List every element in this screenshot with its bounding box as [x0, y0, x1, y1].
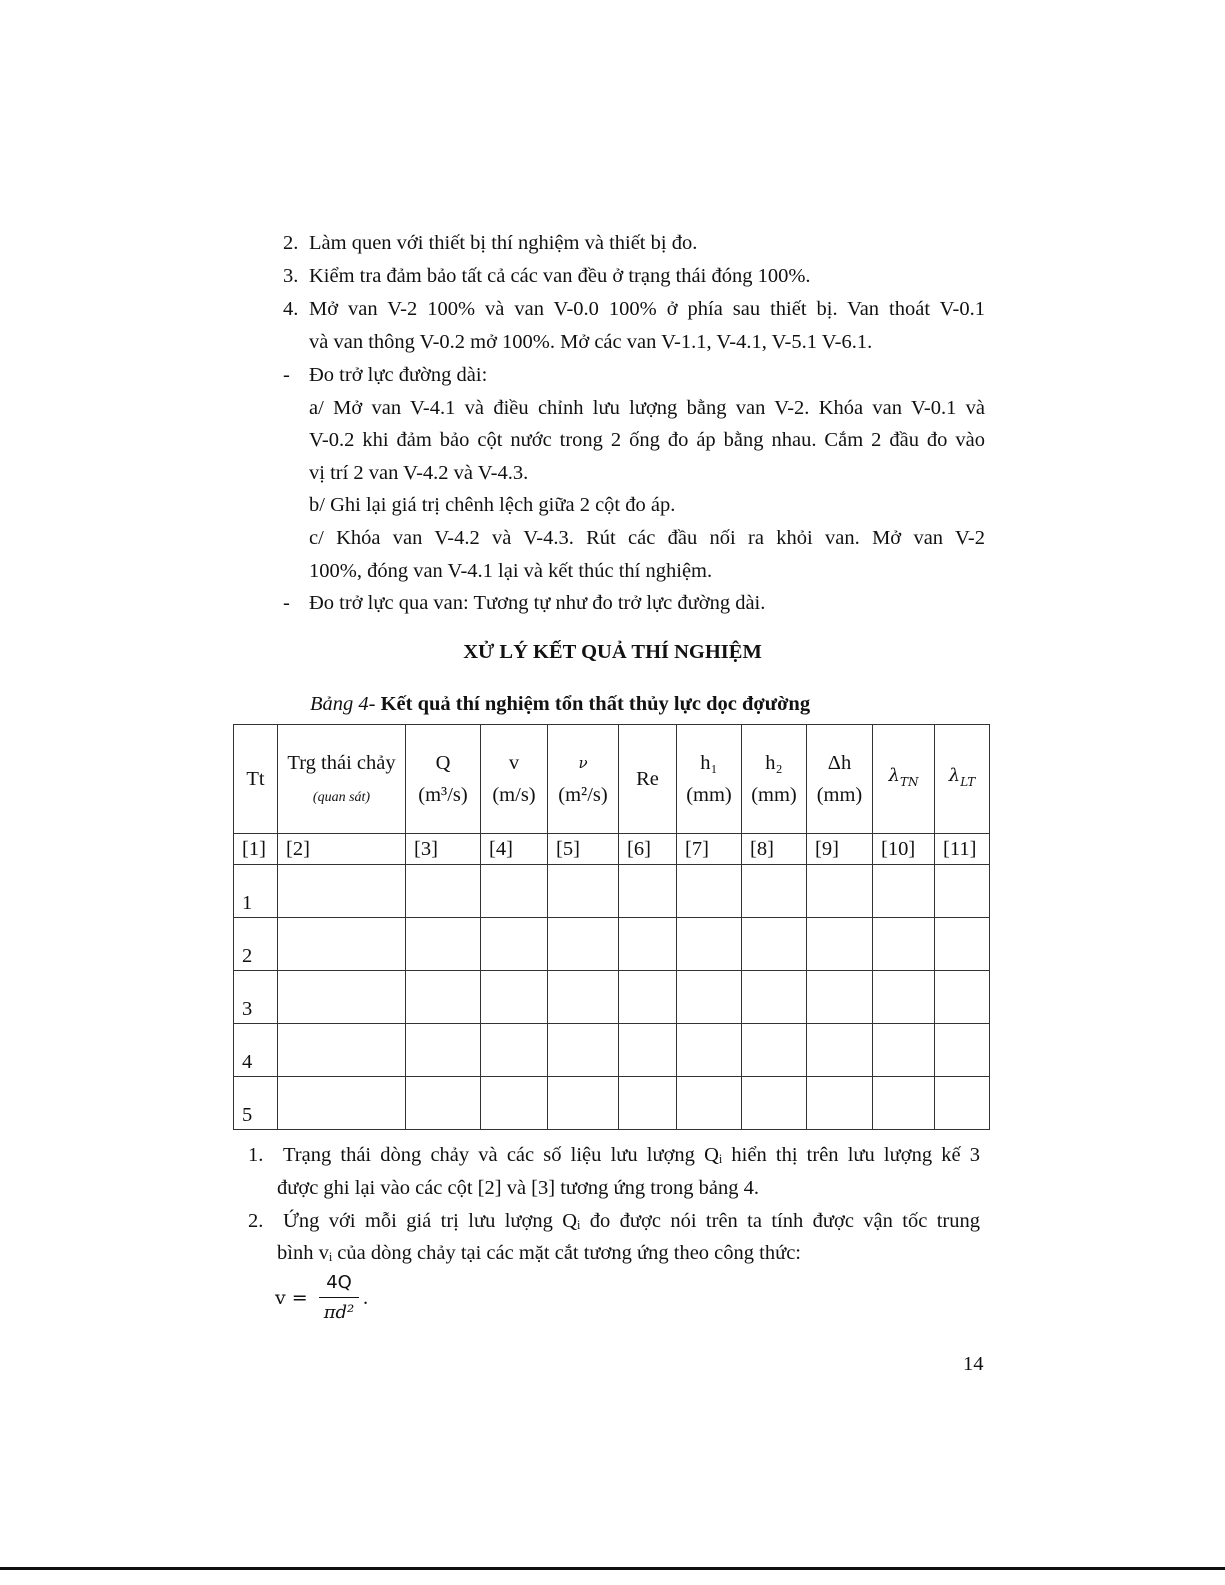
table-cell: [548, 918, 619, 971]
row-number: 3: [234, 971, 278, 1024]
table-cell: [873, 971, 935, 1024]
bullet-text: Đo trở lực đường dài:: [309, 364, 488, 386]
formula-tail: .: [363, 1287, 369, 1309]
header-h1: h₁ (mm): [677, 725, 742, 834]
table-cell: [619, 1077, 677, 1130]
results-table: [233, 724, 990, 1130]
table-cell: [278, 865, 406, 918]
header-tt: Tt: [234, 725, 278, 834]
header-re: Re: [619, 725, 677, 834]
table-cell: [677, 971, 742, 1024]
header-dh-unit: (mm): [816, 784, 863, 806]
table-cell: [742, 971, 807, 1024]
table-cell: [481, 971, 548, 1024]
table-cell: [406, 918, 481, 971]
step-number: 1.: [248, 1144, 264, 1166]
table-cell: [406, 865, 481, 918]
table-cell: [278, 971, 406, 1024]
table-cell: [935, 918, 990, 971]
header-h1-unit: (mm): [686, 784, 732, 806]
table-cell: [278, 918, 406, 971]
table-row: [234, 1077, 990, 1130]
table-cell: [406, 971, 481, 1024]
header-q-unit: (m³/s): [418, 784, 468, 806]
bottom-border: [0, 1567, 1225, 1570]
caption-prefix: Bảng 4-: [310, 693, 376, 715]
table-cell: [742, 918, 807, 971]
header-flow-state: [278, 725, 406, 834]
formula-lhs: v =: [275, 1287, 308, 1309]
substep-a-line-3: vị trí 2 van V-4.2 và V-4.3.: [309, 462, 529, 484]
table-cell: [619, 918, 677, 971]
column-index: [7]: [677, 834, 742, 865]
row-number: 2: [234, 918, 278, 971]
table-row: [234, 971, 990, 1024]
table-cell: [278, 1077, 406, 1130]
table-cell: [807, 1024, 873, 1077]
table-row: [234, 865, 990, 918]
table-row: [234, 1024, 990, 1077]
substep-a-line-1: a/ Mở van V-4.1 và điều chỉnh lưu lượng bằng van V-2. Khóa van V-0.1 và: [309, 397, 985, 419]
table-cell: [873, 1077, 935, 1130]
header-h2: h₂ (mm): [742, 725, 807, 834]
column-index-row: [234, 834, 990, 865]
header-flow-state-note: (quan sát): [312, 790, 371, 805]
formula-fraction: [319, 1270, 359, 1327]
table-cell: [677, 865, 742, 918]
table-cell: [406, 1024, 481, 1077]
column-index: [2]: [278, 834, 406, 865]
result-step-1-line-2: được ghi lại vào các cột [2] và [3] tương ứng trong bảng 4.: [277, 1177, 759, 1199]
step-number: 4.: [283, 298, 299, 320]
column-index: [3]: [406, 834, 481, 865]
step-number: 3.: [283, 265, 299, 287]
table-cell: [873, 1024, 935, 1077]
caption-title: Kết quả thí nghiệm tổn thất thủy lực dọc đợường: [380, 693, 811, 715]
bullet-text: Đo trở lực qua van: Tương tự như đo trở lực đường dài.: [309, 592, 766, 614]
header-q: Q (m³/s): [406, 725, 481, 834]
table-cell: [548, 971, 619, 1024]
header-v: v (m/s): [481, 725, 548, 834]
formula-denominator: πd²: [323, 1302, 355, 1323]
column-index: [1]: [234, 834, 278, 865]
step-text-line-1: Trạng thái dòng chảy và các số liệu lưu lượng Qᵢ hiển thị trên lưu lượng kế 3: [283, 1144, 980, 1166]
column-index: [10]: [873, 834, 935, 865]
substep-a-line-2: V-0.2 khi đảm bảo cột nước trong 2 ống đo áp bằng nhau. Cắm 2 đầu đo vào: [309, 429, 985, 451]
formula-numerator: 4Q: [326, 1272, 352, 1293]
lambda-tn-subscript: TN: [899, 775, 919, 790]
page-number: 14: [963, 1353, 984, 1375]
column-index: [9]: [807, 834, 873, 865]
table-header-row: [234, 725, 990, 834]
section-heading: XỬ LÝ KẾT QUẢ THÍ NGHIỆM: [463, 641, 762, 663]
column-index: [4]: [481, 834, 548, 865]
substep-c-line-2: 100%, đóng van V-4.1 lại và kết thúc thí nghiệm.: [309, 560, 713, 582]
fraction-bar: [319, 1297, 359, 1298]
table-cell: [807, 1077, 873, 1130]
table-cell: [935, 1077, 990, 1130]
result-step-2-line-2: bình vᵢ của dòng chảy tại các mặt cắt tương ứng theo công thức:: [277, 1242, 801, 1264]
table-cell: [935, 865, 990, 918]
substep-c-line-1: c/ Khóa van V-4.2 và V-4.3. Rút các đầu nối ra khỏi van. Mở van V-2: [309, 527, 985, 549]
table-cell: [935, 1024, 990, 1077]
row-number: 4: [234, 1024, 278, 1077]
lambda-lt-subscript: LT: [960, 775, 976, 790]
substep-b: b/ Ghi lại giá trị chênh lệch giữa 2 cột đo áp.: [309, 494, 676, 516]
table-cell: [742, 1024, 807, 1077]
header-v-unit: (m/s): [492, 784, 536, 806]
table-cell: [481, 918, 548, 971]
table-cell: [406, 1077, 481, 1130]
column-index: [5]: [548, 834, 619, 865]
table-cell: [677, 1077, 742, 1130]
table-cell: [807, 918, 873, 971]
table-cell: [742, 1077, 807, 1130]
table-cell: [548, 1077, 619, 1130]
step-text: Mở van V-2 100% và van V-0.0 100% ở phía sau thiết bị. Van thoát V-0.1: [309, 298, 985, 320]
step-number: 2.: [283, 232, 299, 254]
table-caption: [310, 693, 810, 716]
table-cell: [619, 865, 677, 918]
bullet-dash: -: [283, 592, 290, 614]
row-number: 5: [234, 1077, 278, 1130]
table-cell: [807, 971, 873, 1024]
bullet-dash: -: [283, 364, 290, 386]
header-nu-unit: (m²/s): [558, 784, 608, 806]
table-cell: [619, 971, 677, 1024]
table-cell: [873, 918, 935, 971]
table-cell: [742, 865, 807, 918]
table-cell: [481, 865, 548, 918]
step-text-line-1: Ứng với mỗi giá trị lưu lượng Qᵢ đo được nói trên ta tính được vận tốc trung: [283, 1210, 980, 1232]
table-cell: [548, 1024, 619, 1077]
header-lambda-tn: $\lambda_{TN}$: [873, 725, 935, 834]
header-dh: Δh (mm): [807, 725, 873, 834]
step-number: 2.: [248, 1210, 264, 1232]
table-cell: [278, 1024, 406, 1077]
header-nu: ν (m²/s): [548, 725, 619, 834]
header-flow-state-label: Trg thái chảy (quan sát): [287, 752, 396, 805]
table-cell: [481, 1077, 548, 1130]
table-cell: [935, 971, 990, 1024]
table-cell: [873, 865, 935, 918]
row-number: 1: [234, 865, 278, 918]
table-cell: [677, 1024, 742, 1077]
header-lambda-lt: $\lambda_{LT}$: [935, 725, 990, 834]
column-index: [6]: [619, 834, 677, 865]
table-cell: [619, 1024, 677, 1077]
table-cell: [807, 865, 873, 918]
column-index: [11]: [935, 834, 990, 865]
table-cell: [481, 1024, 548, 1077]
step-4-continued: và van thông V-0.2 mở 100%. Mở các van V-1.1, V-4.1, V-5.1 V-6.1.: [309, 331, 873, 353]
step-text: Kiểm tra đảm bảo tất cả các van đều ở trạng thái đóng 100%.: [309, 265, 811, 287]
header-h2-unit: (mm): [751, 784, 797, 806]
table-cell: [677, 918, 742, 971]
column-index: [8]: [742, 834, 807, 865]
table-cell: [548, 865, 619, 918]
table-row: [234, 918, 990, 971]
step-text: Làm quen với thiết bị thí nghiệm và thiết bị đo.: [309, 232, 698, 254]
